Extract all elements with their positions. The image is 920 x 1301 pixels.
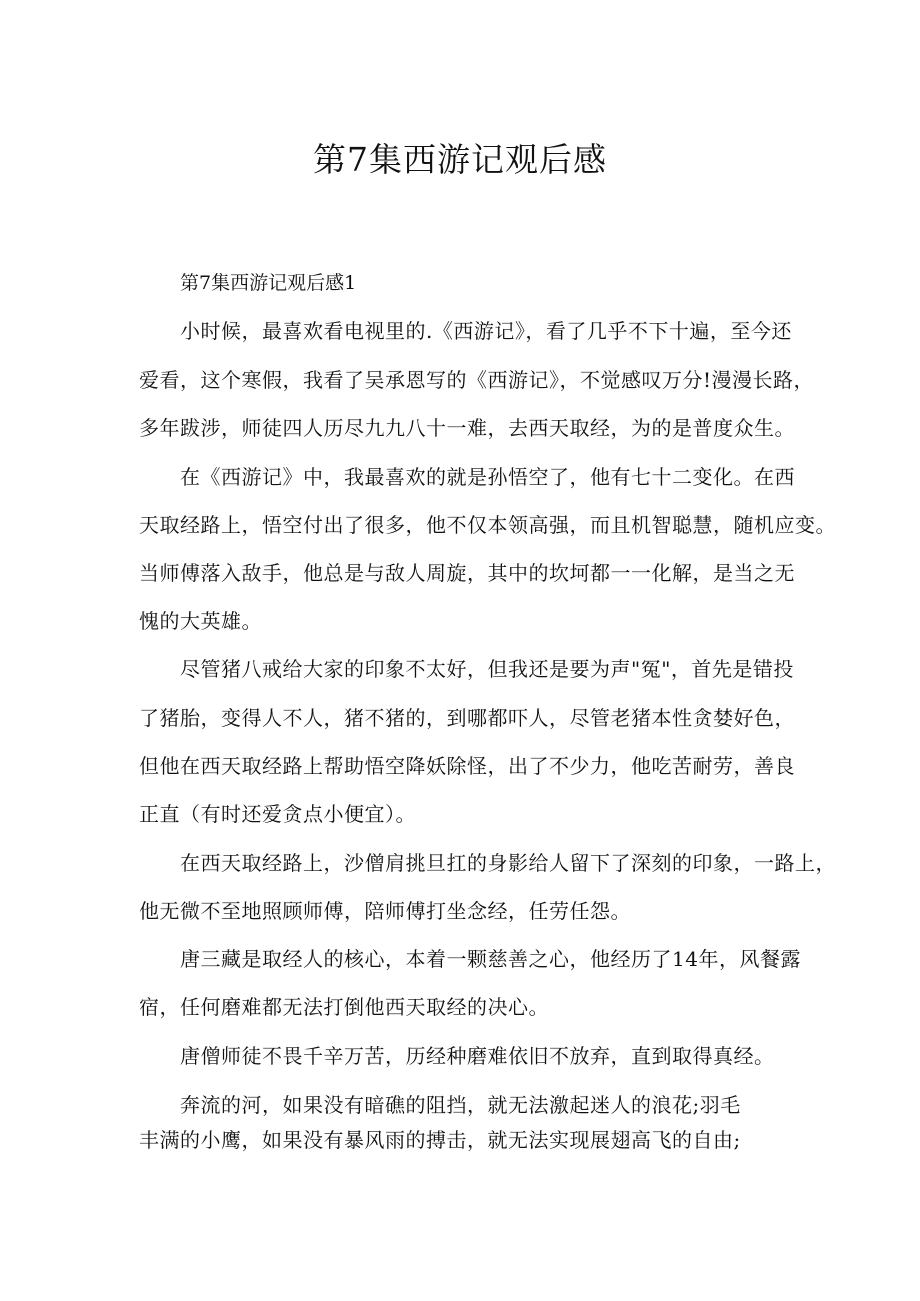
text-line: 唐僧师徒不畏千辛万苦，历经种磨难依旧不放弃，直到取得真经。	[180, 1044, 775, 1068]
text-line: 天取经路上，悟空付出了很多，他不仅本领高强，而且机智聪慧，随机应变。	[139, 513, 836, 537]
text-line: 宿，任何磨难都无法打倒他西天取经的决心。	[139, 995, 549, 1019]
text-line: 尽管猪八戒给大家的印象不太好，但我还是要为声"冤"，首先是错投	[180, 657, 794, 681]
text-line: 奔流的河，如果没有暗礁的阻挡，就无法激起迷人的浪花;羽毛	[180, 1093, 741, 1117]
text-line: 但他在西天取经路上帮助悟空降妖除怪，出了不少力，他吃苦耐劳，善良	[139, 754, 795, 778]
text-line: 唐三藏是取经人的核心，本着一颗慈善之心，他经历了14年，风餐露	[180, 947, 801, 971]
text-line: 在西天取经路上，沙僧肩挑旦扛的身影给人留下了深刻的印象，一路上，	[180, 851, 836, 875]
text-line: 多年跋涉，师徒四人历尽九九八十一难，去西天取经，为的是普度众生。	[139, 416, 795, 440]
text-line: 愧的大英雄。	[139, 609, 262, 633]
text-line: 小时候，最喜欢看电视里的.《西游记》，看了几乎不下十遍，至今还	[180, 319, 792, 343]
text-line: 在《西游记》中，我最喜欢的就是孙悟空了，他有七十二变化。在西	[180, 465, 795, 489]
text-line: 了猪胎，变得人不人，猪不猪的，到哪都吓人，尽管老猪本性贪婪好色，	[139, 706, 795, 730]
text-line: 他无微不至地照顾师傅，陪师傅打坐念经，任劳任怨。	[139, 899, 631, 923]
text-line: 正直（有时还爱贪点小便宜）。	[139, 802, 416, 826]
text-line: 丰满的小鹰，如果没有暴风雨的搏击，就无法实现展翅高飞的自由;	[139, 1128, 741, 1152]
text-line: 爱看，这个寒假，我看了吴承恩写的《西游记》，不觉感叹万分!漫漫长路，	[139, 368, 815, 392]
document-title: 第7集西游记观后感	[313, 140, 607, 179]
document-subtitle: 第7集西游记观后感1	[180, 272, 357, 294]
text-line: 当师傅落入敌手，他总是与敌人周旋，其中的坎坷都一一化解，是当之无	[139, 561, 795, 585]
